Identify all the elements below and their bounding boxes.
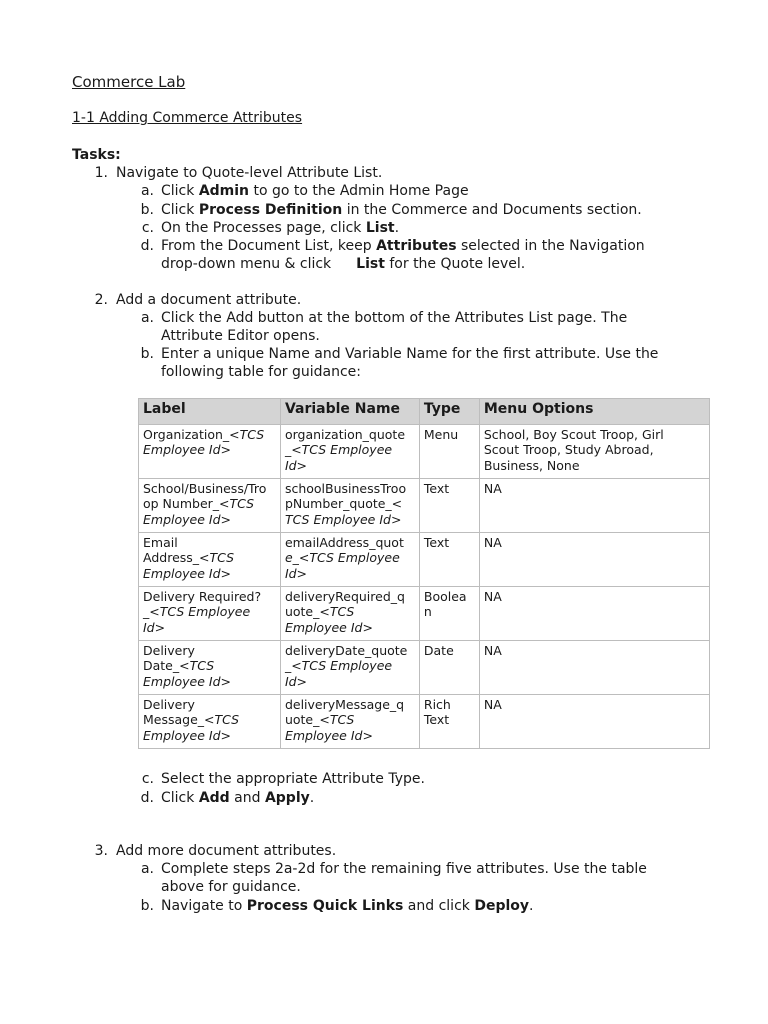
cell-menu-options: NA <box>479 587 709 641</box>
cell-label: School/Business/Tro op Number_<TCS Employee Id> <box>139 479 281 533</box>
step-3b-label: b. <box>140 898 154 914</box>
step-3b-text: Navigate to Process Quick Links and click Deploy. <box>161 898 534 914</box>
step-2a-label: a. <box>140 310 154 326</box>
document-title: Commerce Lab <box>72 73 186 91</box>
step-1d-label: d. <box>140 238 154 254</box>
cell-variable-name: deliveryDate_quote _<TCS Employee Id> <box>280 641 419 695</box>
step-2a-text: Click the Add button at the bottom of the Attributes List page. The <box>161 310 628 326</box>
step-2-text: Add a document attribute. <box>116 292 302 308</box>
step-3-number: 3. <box>94 843 108 859</box>
step-2-number: 2. <box>94 292 108 308</box>
table-row <box>139 425 710 479</box>
cell-label: Delivery Date_<TCS Employee Id> <box>139 641 281 695</box>
cell-menu-options: School, Boy Scout Troop, Girl Scout Troop, Study Abroad, Business, None <box>479 425 709 479</box>
step-1-text: Navigate to Quote-level Attribute List. <box>116 165 383 181</box>
table-header-row <box>139 399 710 425</box>
step-2b-label: b. <box>140 346 154 362</box>
step-3a-text-line2: above for guidance. <box>161 879 301 895</box>
cell-label: Organization_<TCS Employee Id> <box>139 425 281 479</box>
step-1d-text: From the Document List, keep Attributes selected in the Navigation <box>161 238 645 254</box>
cell-type: Text <box>419 533 479 587</box>
cell-label: Email Address_<TCS Employee Id> <box>139 533 281 587</box>
step-1d-text-line2: drop-down menu & click List for the Quote level. <box>161 256 526 272</box>
table-row <box>139 533 710 587</box>
cell-variable-name: deliveryRequired_q uote_<TCS Employee Id> <box>280 587 419 641</box>
step-2d-text: Click Add and Apply. <box>161 790 315 806</box>
step-2b-text-line2: following table for guidance: <box>161 364 362 380</box>
step-1c-label: c. <box>141 220 154 236</box>
step-3-text: Add more document attributes. <box>116 843 337 859</box>
header-menu-options: Menu Options <box>479 399 709 425</box>
step-3a-label: a. <box>140 861 154 877</box>
table-row <box>139 479 710 533</box>
cell-menu-options: NA <box>479 533 709 587</box>
cell-menu-options: NA <box>479 479 709 533</box>
table-row <box>139 641 710 695</box>
cell-type: Boolea n <box>419 587 479 641</box>
header-type: Type <box>419 399 479 425</box>
cell-type: Menu <box>419 425 479 479</box>
section-heading: 1-1 Adding Commerce Attributes <box>72 110 303 126</box>
step-2d-label: d. <box>140 790 154 806</box>
step-2c-label: c. <box>141 771 154 787</box>
step-1a-text: Click Admin to go to the Admin Home Page <box>161 183 469 199</box>
step-2c-text: Select the appropriate Attribute Type. <box>161 771 425 787</box>
step-1-number: 1. <box>94 165 108 181</box>
step-1c-text: On the Processes page, click List. <box>161 220 400 236</box>
cell-variable-name: organization_quote _<TCS Employee Id> <box>280 425 419 479</box>
cell-variable-name: deliveryMessage_q uote_<TCS Employee Id> <box>280 695 419 749</box>
cell-menu-options: NA <box>479 641 709 695</box>
table-row <box>139 695 710 749</box>
cell-type: Rich Text <box>419 695 479 749</box>
step-1b-label: b. <box>140 202 154 218</box>
cell-variable-name: schoolBusinessTroo pNumber_quote_< TCS Employee Id> <box>280 479 419 533</box>
cell-menu-options: NA <box>479 695 709 749</box>
header-variable-name: Variable Name <box>280 399 419 425</box>
tasks-label: Tasks: <box>72 147 121 163</box>
header-label: Label <box>139 399 281 425</box>
step-1a-label: a. <box>140 183 154 199</box>
cell-variable-name: emailAddress_quot e_<TCS Employee Id> <box>280 533 419 587</box>
cell-type: Date <box>419 641 479 695</box>
attribute-table <box>138 398 710 749</box>
step-2b-text: Enter a unique Name and Variable Name for the first attribute. Use the <box>161 346 659 362</box>
step-2a-text-line2: Attribute Editor opens. <box>161 328 320 344</box>
table-row <box>139 587 710 641</box>
cell-label: Delivery Message_<TCS Employee Id> <box>139 695 281 749</box>
step-3a-text: Complete steps 2a-2d for the remaining five attributes. Use the table <box>161 861 647 877</box>
cell-label: Delivery Required? _<TCS Employee Id> <box>139 587 281 641</box>
step-1b-text: Click Process Definition in the Commerce and Documents section. <box>161 202 642 218</box>
cell-type: Text <box>419 479 479 533</box>
